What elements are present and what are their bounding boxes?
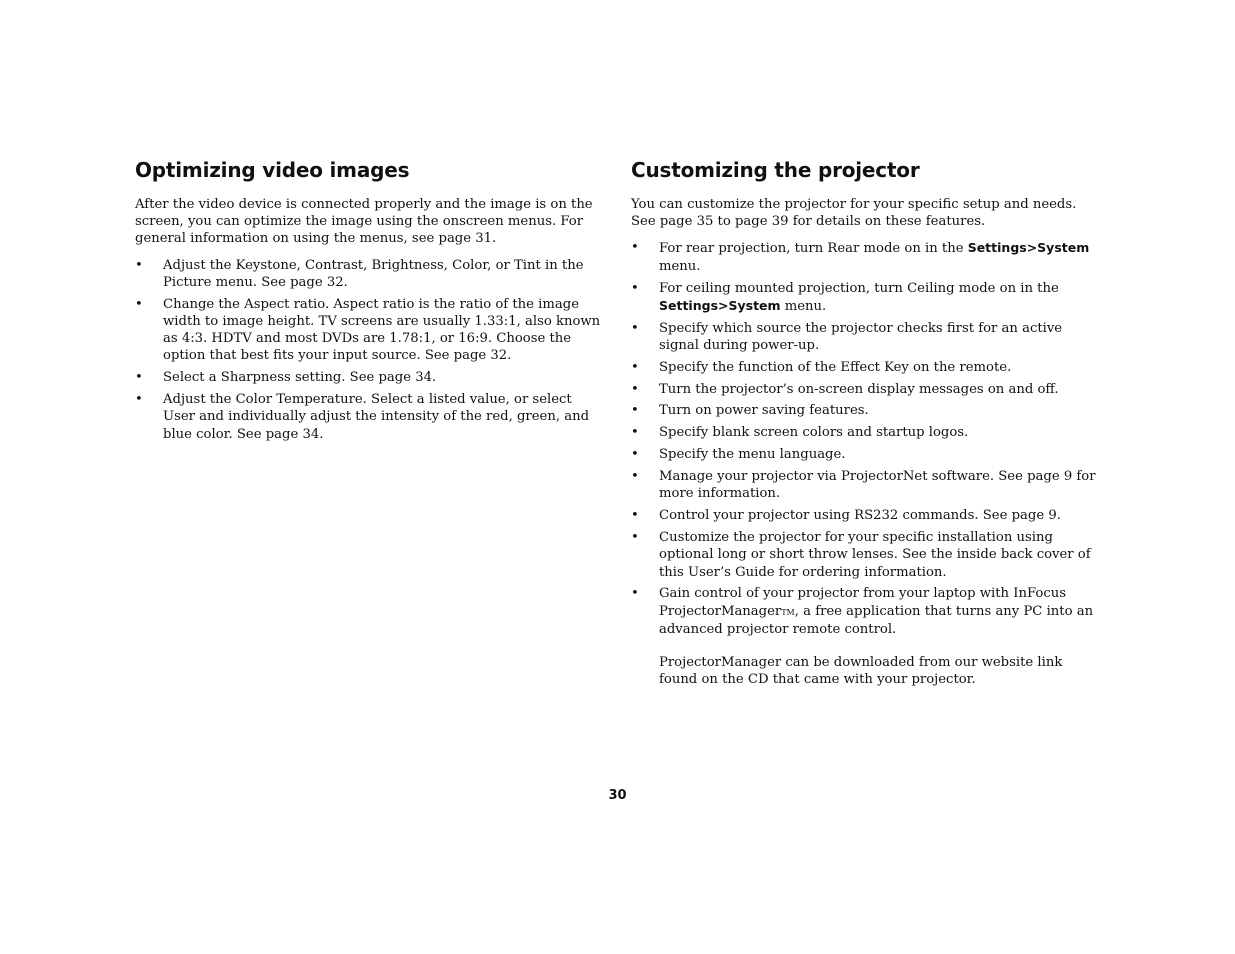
list-item-note: ProjectorManager can be downloaded from our website link found on the CD that came with your projector. [659,655,1063,688]
list-item: • Specify the menu language. [631,446,1101,463]
trademark-mark: TM [781,607,795,617]
left-column [135,156,607,447]
item-text: For ceiling mounted projection, turn Ceiling mode on in the [659,280,1059,296]
list-item: • Customize the projector for your specific installation using optional long or short throw lenses. See the inside back cover of this User’s Guide for ordering information. [631,529,1101,581]
list-item [631,585,1101,638]
item-text: menu. [659,258,701,274]
list-item [631,280,1101,315]
item-text: menu. [780,298,827,314]
page-number: 30 [608,788,627,803]
list-item: • Turn on power saving features. [631,402,1101,419]
intro-paragraph: After the video device is connected properly and the image is on the screen, you can optimize the image using the onscreen menus. For general information on using the menus, see page 31. [135,197,593,247]
list-item: • Specify which source the projector checks first for an active signal during power-up. [631,320,1101,354]
bullet-list [631,239,1101,688]
right-column [631,156,1101,693]
intro-paragraph: You can customize the projector for your specific setup and needs. See page 35 to page 39 for details on these features. [631,197,1077,230]
list-item: • Manage your projector via ProjectorNet software. See page 9 for more information. [631,468,1101,502]
bullet-list [135,257,607,443]
list-item: • Select a Sharpness setting. See page 34. [135,369,607,386]
list-item: • Turn the projector’s on-screen display messages on and off. [631,381,1101,398]
menu-path: Settings>System [967,240,1090,256]
section-heading-customizing: Customizing the projector [631,158,920,182]
list-item [631,239,1101,274]
list-item: • Specify blank screen colors and startup logos. [631,424,1101,441]
item-text: , a free application that turns any PC into an advanced projector remote control. [659,603,1094,637]
item-text: Gain control of your projector from your laptop with InFocus ProjectorManager [659,586,1066,619]
item-text: For rear projection, turn Rear mode on in the [659,241,968,257]
list-item: • Change the Aspect ratio. Aspect ratio is the ratio of the image width to image height. TV screens are usually 1.33:1, also known as 4:3. HDTV and most DVDs are 1.78:1, or 16:9. Choose the option that best fits your input source. See page 32. [135,296,607,365]
list-item: • Adjust the Color Temperature. Select a listed value, or select User and individually adjust the intensity of the red, green, and blue color. See page 34. [135,391,607,443]
section-heading-optimizing: Optimizing video images [135,158,410,182]
list-item: • Adjust the Keystone, Contrast, Brightness, Color, or Tint in the Picture menu. See page 32. [135,257,607,291]
list-item: • Specify the function of the Effect Key on the remote. [631,359,1101,376]
menu-path: Settings>System [659,297,781,313]
list-item: • Control your projector using RS232 commands. See page 9. [631,507,1101,524]
